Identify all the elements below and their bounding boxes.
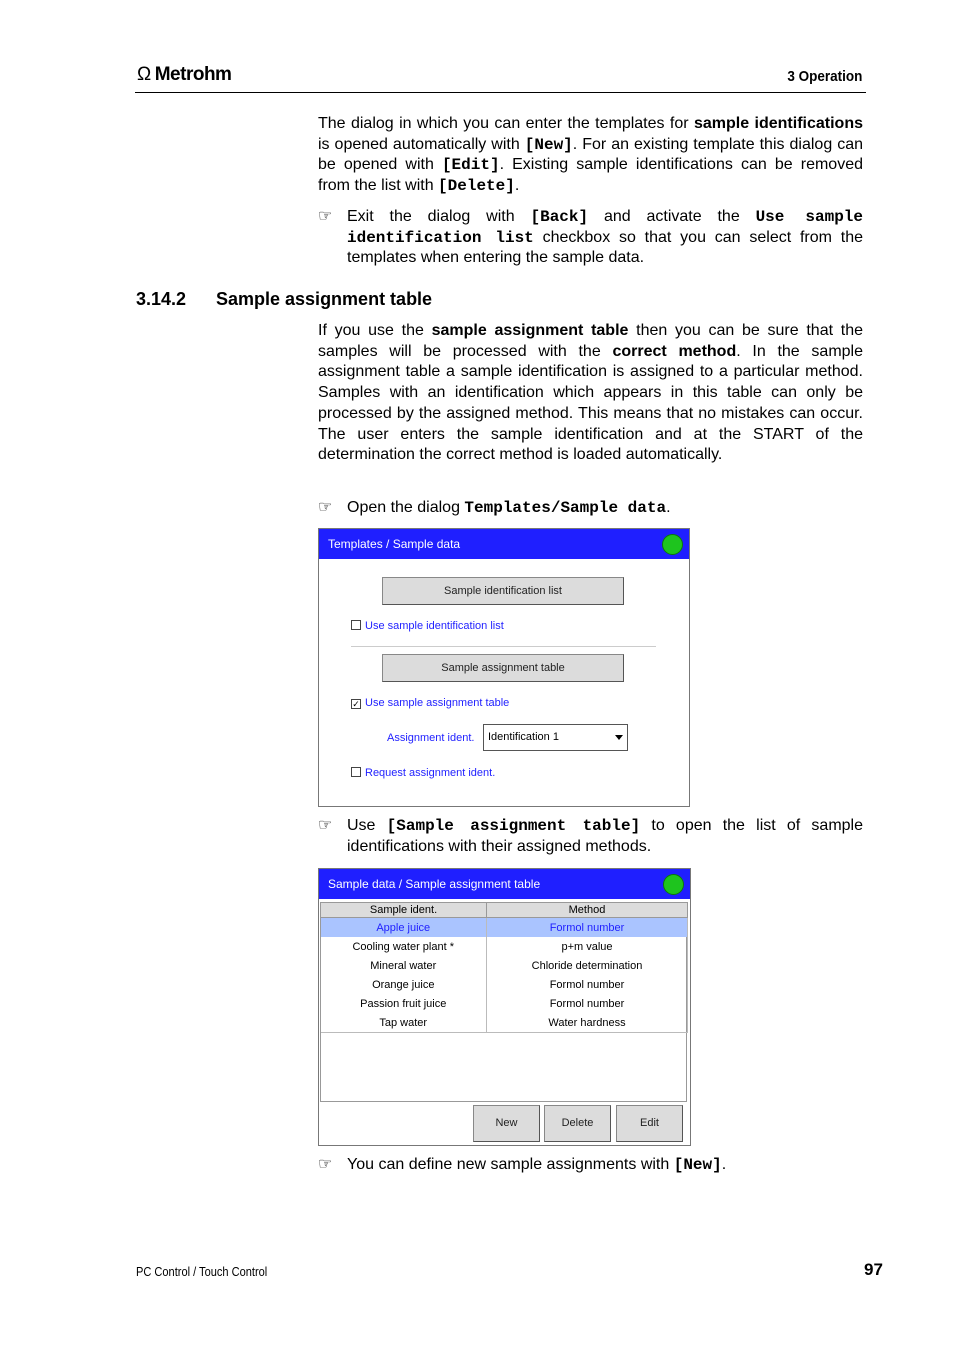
column-header-sample-ident[interactable]: Sample ident. bbox=[321, 903, 487, 918]
dropdown-arrow-icon[interactable] bbox=[615, 735, 623, 740]
pointing-hand-icon: ☞ bbox=[318, 499, 333, 516]
assignment-paragraph: If you use the sample assignment table then you can be sure that the samples will be processed with the correct method. In the sample assignment table a sample identification is assigned to a particular method. Samples with an identification which appears in this table can only be processed by the assigned method. This means that no mistakes can occur. The user enters the sample identification and at the START of the determination the correct method is loaded automatically. bbox=[318, 322, 864, 464]
instruction-back: ☞ Exit the dialog with [Back] and activate the Use sample identification list checkbox so that you can select from the templates when entering the sample data. bbox=[318, 208, 864, 267]
checkbox-checked-icon[interactable]: ✓ bbox=[352, 699, 360, 709]
table-row[interactable]: Cooling water plant * p+m value bbox=[321, 937, 688, 956]
page-number: 97 bbox=[864, 1260, 883, 1279]
header-rule bbox=[135, 92, 866, 93]
assignment-table bbox=[320, 902, 688, 1033]
edit-button[interactable]: Edit bbox=[616, 1105, 683, 1142]
templates-sample-data-dialog bbox=[318, 528, 690, 807]
assignment-ident-label: Assignment ident. bbox=[387, 732, 475, 744]
new-button[interactable]: New bbox=[473, 1105, 540, 1142]
instruction-new: ☞ You can define new sample assignments with [New]. bbox=[318, 1156, 727, 1174]
pointing-hand-icon: ☞ bbox=[318, 817, 333, 834]
instruction-open-table: ☞ Use [Sample assignment table] to open the list of sample identifications with their assigned methods. bbox=[318, 817, 864, 855]
omega-icon: Ω bbox=[137, 64, 151, 85]
use-sample-assignment-table-checkbox[interactable]: ✓ Use sample assignment table bbox=[352, 697, 510, 709]
use-sample-identification-list-checkbox[interactable]: Use sample identification list bbox=[351, 620, 504, 632]
table-row[interactable]: Passion fruit juice Formol number bbox=[321, 994, 688, 1013]
footer-product: PC Control / Touch Control bbox=[136, 1264, 268, 1279]
sample-identification-list-button[interactable]: Sample identification list bbox=[382, 577, 624, 605]
status-led-icon bbox=[662, 534, 683, 555]
sample-assignment-table-dialog bbox=[318, 868, 691, 1146]
table-row[interactable]: Orange juice Formol number bbox=[321, 975, 688, 994]
table-row[interactable]: Mineral water Chloride determination bbox=[321, 956, 688, 975]
sample-assignment-table-button[interactable]: Sample assignment table bbox=[382, 654, 624, 682]
divider bbox=[351, 646, 656, 647]
pointing-hand-icon: ☞ bbox=[318, 1156, 333, 1173]
instruction-open-dialog: ☞ Open the dialog Templates/Sample data. bbox=[318, 499, 671, 517]
metrohm-logo: Ω Metrohm bbox=[137, 64, 232, 85]
delete-button[interactable]: Delete bbox=[544, 1105, 611, 1142]
checkbox-unchecked-icon[interactable] bbox=[351, 767, 361, 777]
table-row[interactable]: Tap water Water hardness bbox=[321, 1013, 688, 1033]
intro-paragraph: The dialog in which you can enter the templates for sample identifications is opened automatically with [New]. For an existing template this dialog can be opened with [Edit]. Existing sample identifications can be removed from the list with [Delete]. bbox=[318, 115, 864, 196]
pointing-hand-icon: ☞ bbox=[318, 208, 333, 225]
assignment-ident-select[interactable]: Identification 1 bbox=[483, 724, 628, 751]
column-header-method[interactable]: Method bbox=[487, 903, 688, 918]
request-assignment-ident-checkbox[interactable]: Request assignment ident. bbox=[351, 767, 495, 779]
section-heading: 3.14.2 Sample assignment table bbox=[136, 289, 433, 309]
chapter-title: 3 Operation bbox=[786, 68, 862, 85]
status-led-icon bbox=[663, 874, 684, 895]
dialog-titlebar: Templates / Sample data bbox=[319, 529, 689, 559]
checkbox-unchecked-icon[interactable] bbox=[351, 620, 361, 630]
dialog-titlebar: Sample data / Sample assignment table bbox=[319, 869, 690, 899]
table-row[interactable]: Apple juice Formol number bbox=[321, 918, 688, 938]
